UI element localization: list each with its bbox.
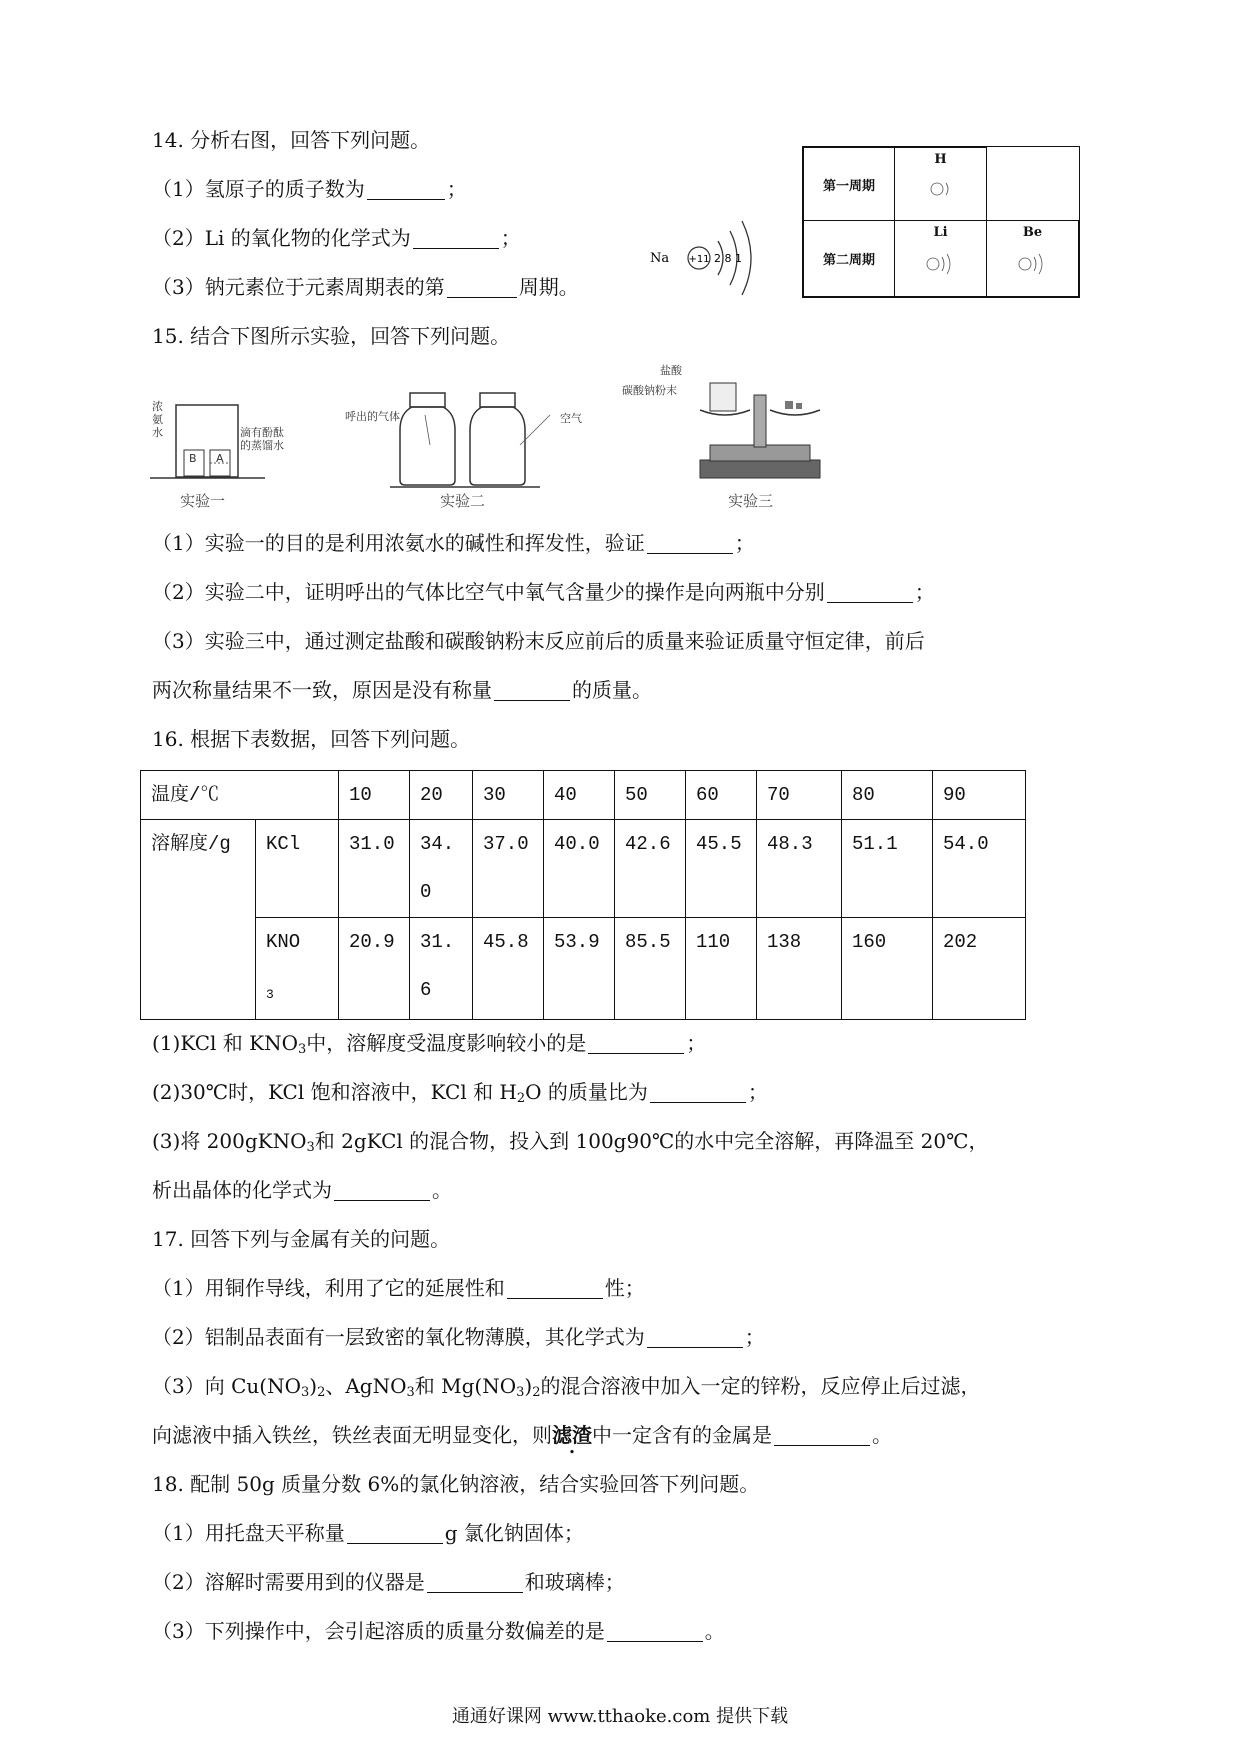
q17-sub3a-text: 、AgNO [325,1374,407,1398]
period1-label: 第一周期 [803,147,895,221]
temp-cell: 80 [842,771,933,820]
element-be [986,220,1079,297]
temp-cell: 70 [757,771,842,820]
q16-sub2 [152,1079,768,1112]
subscript: 3 [298,1042,307,1057]
experiment2-diagram [390,385,610,490]
q14-sub3-end: 周期。 [518,275,579,299]
q18-sub2 [152,1569,625,1595]
table-row [141,918,1026,1020]
q18-sub2-text: （2）溶解时需要用到的仪器是 [152,1570,425,1594]
answer-blank[interactable] [427,1572,523,1593]
value-cell [544,918,615,1020]
q15-sub3b [152,677,652,703]
exp1-b: B [189,452,197,465]
kno3-value: 31. 6 [420,931,455,1001]
q15-sub3b-end: 的质量。 [572,678,652,702]
exp1-right-label: 滴有酚酞的蒸馏水 [240,426,284,452]
q14-sub1-text: （1）氢原子的质子数为 [152,177,365,201]
answer-blank[interactable] [647,533,733,554]
q17-sub3b [152,1422,892,1448]
solubility-header: 溶解度/g [141,820,256,1020]
value-cell [842,820,933,918]
exp2-caption: 实验二 [440,492,486,510]
q17-sub1-text: （1）用铜作导线，利用了它的延展性和 [152,1276,505,1300]
q15-sub1-end: ； [734,531,755,555]
value-cell [544,820,615,918]
q17-sub2 [152,1324,765,1350]
kno3-label-main: KNO [266,931,301,953]
q15-sub1-text: （1）实验一的目的是利用浓氨水的碱性和挥发性，验证 [152,531,645,555]
kcl-value: 34. 0 [420,833,455,903]
value-cell [615,918,686,1020]
kcl-value: 45.5 [696,833,742,855]
value-cell [410,918,473,1020]
q17-sub3b-text: 向滤液中插入铁丝，铁丝表面无明显变化，则 [152,1423,552,1447]
value-cell [757,820,842,918]
kcl-label-text: KCl [266,833,301,855]
value-cell [339,918,410,1020]
q16-sub2-text: (2)30℃时，KCl 饱和溶液中，KCl 和 H [152,1080,517,1104]
q14-sub3-text: （3）钠元素位于元素周期表的第 [152,275,445,299]
q14-sub2-text: （2）Li 的氧化物的化学式为 [152,226,411,250]
temp-cell: 60 [686,771,757,820]
kno3-label-text [266,918,338,1019]
q14-sub3 [152,274,579,300]
periodic-table [802,146,1080,298]
kcl-value: 40.0 [554,833,600,855]
q17-sub3a-text: ) [524,1374,533,1398]
exp3-powder-label: 碳酸钠粉末 [622,384,677,397]
answer-blank[interactable] [413,228,499,249]
q16-title: 16. 根据下表数据，回答下列问题。 [152,727,471,751]
q17-title: 17. 回答下列与金属有关的问题。 [152,1227,451,1251]
q15-sub2-end: ； [914,580,935,604]
q17-sub3b-text-c: 中一定含有的金属是 [592,1423,772,1447]
kno3-value: 45.8 [483,931,529,953]
temp-cell: 30 [473,771,544,820]
na-nucleus: +11 [688,254,710,265]
subscript: 3 [300,1385,310,1400]
exp3-caption: 实验三 [728,492,774,510]
answer-blank[interactable] [447,277,517,298]
q16-sub1-text-b: 中，溶解度受温度影响较小的是 [306,1031,587,1055]
exp2-right-label: 空气 [560,412,582,425]
kno3-value: 53.9 [554,931,600,953]
value-cell [933,820,1026,918]
q16-sub3b-end: 。 [432,1178,452,1202]
value-cell [686,820,757,918]
kno3-label-sub: 3 [266,987,274,1002]
q16-sub3b-text: 析出晶体的化学式为 [152,1178,332,1202]
kcl-value: 31.0 [349,833,395,855]
q18-sub1-text: （1）用托盘天平称量 [152,1521,345,1545]
answer-blank[interactable] [774,1425,870,1446]
subscript: 3 [516,1385,525,1400]
q18-sub3-end: 。 [704,1619,725,1643]
kno3-label [256,918,339,1020]
temp-header: 温度/℃ [141,771,339,820]
q16-sub1-end: ； [686,1031,707,1055]
q14-sub1 [152,176,467,202]
answer-blank[interactable] [827,582,913,603]
element-be-symbol: Be [1022,225,1043,240]
kno3-value: 110 [696,931,731,953]
q15-sub2-text: （2）实验二中，证明呼出的气体比空气中氧气含量少的操作是向两瓶中分别 [152,580,825,604]
q16-sub1-text: (1)KCl 和 KNO [152,1031,298,1055]
value-cell [933,918,1026,1020]
q17-sub1 [152,1275,645,1301]
q17-sub3a-text: ) [309,1374,318,1398]
value-cell [615,820,686,918]
temp-cell: 90 [933,771,1026,820]
atom-icon [929,178,959,200]
atom-icon [1017,251,1053,277]
subscript: 2 [532,1385,541,1400]
exp1-caption: 实验一 [180,492,226,510]
q14-sub2-end: ； [500,226,521,250]
q16-sub3b [152,1177,452,1203]
q18-sub1 [152,1520,584,1546]
kcl-value: 37.0 [483,833,529,855]
q16-sub1 [152,1030,706,1063]
q15-title: 15. 结合下图所示实验，回答下列问题。 [152,324,511,348]
atom-icon [925,251,961,277]
value-cell [410,820,473,918]
q16-sub3a-text-b: 和 2gKCl 的混合物，投入到 100g90℃的水中完全溶解，再降温至 20℃， [314,1129,989,1153]
kcl-value: 42.6 [625,833,671,855]
answer-blank[interactable] [347,1523,443,1544]
kcl-label [256,820,339,918]
q18-sub3 [152,1618,725,1644]
subscript: 2 [516,1091,526,1106]
temp-cell: 20 [410,771,473,820]
kcl-value: 54.0 [943,833,989,855]
period2-label: 第二周期 [803,220,895,297]
q16-sub3a [152,1128,988,1161]
na-shells: 2 8 1 [714,252,742,265]
q17-sub3b-end: 。 [872,1423,892,1447]
na-symbol: Na [650,251,670,266]
q18-sub1-end: g 氯化钠固体； [444,1521,584,1545]
answer-blank[interactable] [650,1082,746,1103]
q15-sub1 [152,530,755,556]
temp-cell: 50 [615,771,686,820]
q17-emphasis: 滤渣 [552,1423,592,1447]
table-row [141,771,1026,820]
answer-blank[interactable] [647,1327,743,1348]
q15-sub3b-text: 两次称量结果不一致，原因是没有称量 [152,678,492,702]
value-cell [686,918,757,1020]
temp-cell: 10 [339,771,410,820]
element-li-symbol: Li [933,225,948,240]
q15-sub2 [152,579,935,605]
exp1-left-label: 浓氨水 [152,400,163,439]
answer-blank[interactable] [588,1033,684,1054]
element-li [894,220,987,297]
page-footer: 通通好课网 www.tthaoke.com 提供下载 [451,1706,789,1727]
q16-sub2-end: ； [747,1080,768,1104]
subscript: 3 [306,1140,315,1155]
q16-sub2-text-b: O 的质量比为 [525,1080,648,1104]
experiment3-diagram [680,365,840,485]
q17-sub2-text: （2）铝制品表面有一层致密的氧化物薄膜，其化学式为 [152,1325,645,1349]
q15-sub3a: （3）实验三中，通过测定盐酸和碳酸钠粉末反应前后的质量来验证质量守恒定律，前后 [152,629,925,653]
kno3-value: 20.9 [349,931,395,953]
q18-sub2-end: 和玻璃棒； [524,1570,625,1594]
q14-title: 14. 分析右图，回答下列问题。 [152,128,431,152]
kcl-value: 48.3 [767,833,813,855]
kno3-value: 138 [767,931,802,953]
table-row [141,820,1026,918]
value-cell [339,820,410,918]
value-cell [473,918,544,1020]
q17-sub3a-text: 的混合溶液中加入一定的锌粉，反应停止后过滤， [540,1374,981,1398]
q16-sub3a-text: (3)将 200gKNO [152,1129,307,1153]
kcl-value: 51.1 [852,833,898,855]
value-cell [842,918,933,1020]
na-atom-diagram [648,205,768,305]
q17-sub2-end: ； [744,1325,765,1349]
temp-cell: 40 [544,771,615,820]
kno3-value: 85.5 [625,931,671,953]
value-cell [473,820,544,918]
kno3-value: 202 [943,931,978,953]
subscript: 2 [317,1385,326,1400]
q17-sub3a [152,1373,981,1406]
q14-sub1-end: ； [446,177,467,201]
solubility-table [140,770,1026,1020]
exp1-a: A [216,452,224,465]
element-h-symbol: H [934,152,947,167]
answer-blank[interactable] [494,680,570,701]
answer-blank[interactable] [334,1180,430,1201]
element-h [894,147,987,221]
q17-sub3a-text: （3）向 Cu(NO [152,1374,301,1398]
exp2-left-label: 呼出的气体 [345,410,400,423]
kno3-value: 160 [852,931,887,953]
exp3-acid-label: 盐酸 [660,364,682,377]
q17-sub1-end: 性； [604,1276,645,1300]
answer-blank[interactable] [367,179,445,200]
value-cell [757,918,842,1020]
q14-sub2 [152,225,521,251]
q18-title: 18. 配制 50g 质量分数 6%的氯化钠溶液，结合实验回答下列问题。 [152,1472,760,1496]
q17-sub3a-text: 和 Mg(NO [414,1374,517,1398]
answer-blank[interactable] [507,1278,603,1299]
q18-sub3-text: （3）下列操作中，会引起溶质的质量分数偏差的是 [152,1619,605,1643]
subscript: 3 [406,1385,415,1400]
answer-blank[interactable] [607,1621,703,1642]
